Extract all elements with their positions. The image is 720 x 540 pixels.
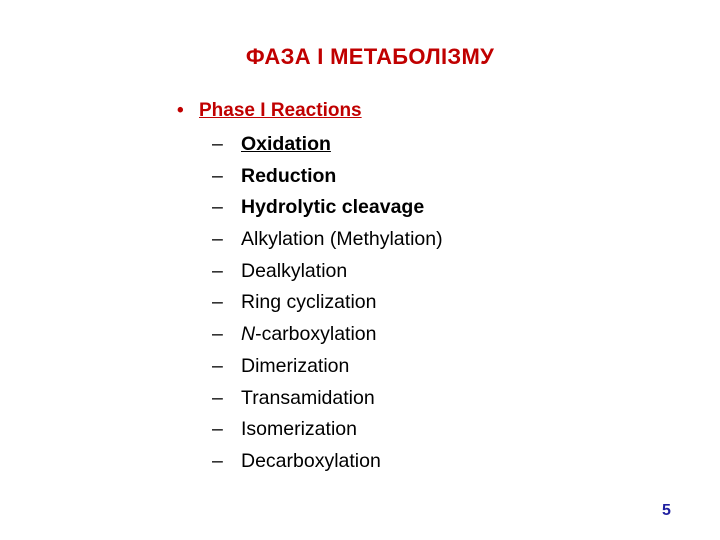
bullet-marker: • xyxy=(177,100,184,121)
dash-marker: – xyxy=(212,418,223,441)
list-item-reduction xyxy=(212,164,443,196)
item-label: Dealkylation xyxy=(241,259,348,282)
list-item-transamidation xyxy=(212,386,443,418)
reaction-list xyxy=(212,132,443,481)
dash-marker: – xyxy=(212,386,223,409)
page-number: 5 xyxy=(662,502,671,519)
dash-marker: – xyxy=(212,323,223,346)
list-item-oxidation xyxy=(212,132,443,164)
item-label: Ring cyclization xyxy=(241,291,377,314)
main-bullet xyxy=(177,100,362,122)
item-label: Decarboxylation xyxy=(241,449,381,472)
list-item-hydrolytic-cleavage xyxy=(212,195,443,227)
item-label: Reduction xyxy=(241,164,337,187)
dash-marker: – xyxy=(212,354,223,377)
item-label: Transamidation xyxy=(241,386,375,409)
list-item-alkylation xyxy=(212,227,443,259)
dash-marker: – xyxy=(212,449,223,472)
list-item-decarboxylation xyxy=(212,449,443,481)
list-item-isomerization xyxy=(212,417,443,449)
dash-marker: – xyxy=(212,259,223,282)
slide-title: ФАЗА І МЕТАБОЛІЗМУ xyxy=(245,44,495,69)
item-label: Hydrolytic cleavage xyxy=(241,196,425,219)
list-item-dimerization xyxy=(212,354,443,386)
item-label: -carboxylation xyxy=(255,323,377,346)
list-item-dealkylation xyxy=(212,259,443,291)
item-label: Isomerization xyxy=(241,418,357,441)
dash-marker: – xyxy=(212,228,223,251)
dash-marker: – xyxy=(212,291,223,314)
dash-marker: – xyxy=(212,133,223,155)
item-label: Oxidation xyxy=(241,133,331,155)
dash-marker: – xyxy=(212,164,223,187)
bullet-text: Phase I Reactions xyxy=(199,100,362,121)
list-item-n-carboxylation xyxy=(212,322,443,354)
dash-marker: – xyxy=(212,196,223,219)
item-prefix: N xyxy=(241,323,256,346)
list-item-ring-cyclization xyxy=(212,290,443,322)
item-label: Dimerization xyxy=(241,354,350,377)
item-label: Alkylation (Methylation) xyxy=(241,228,443,251)
